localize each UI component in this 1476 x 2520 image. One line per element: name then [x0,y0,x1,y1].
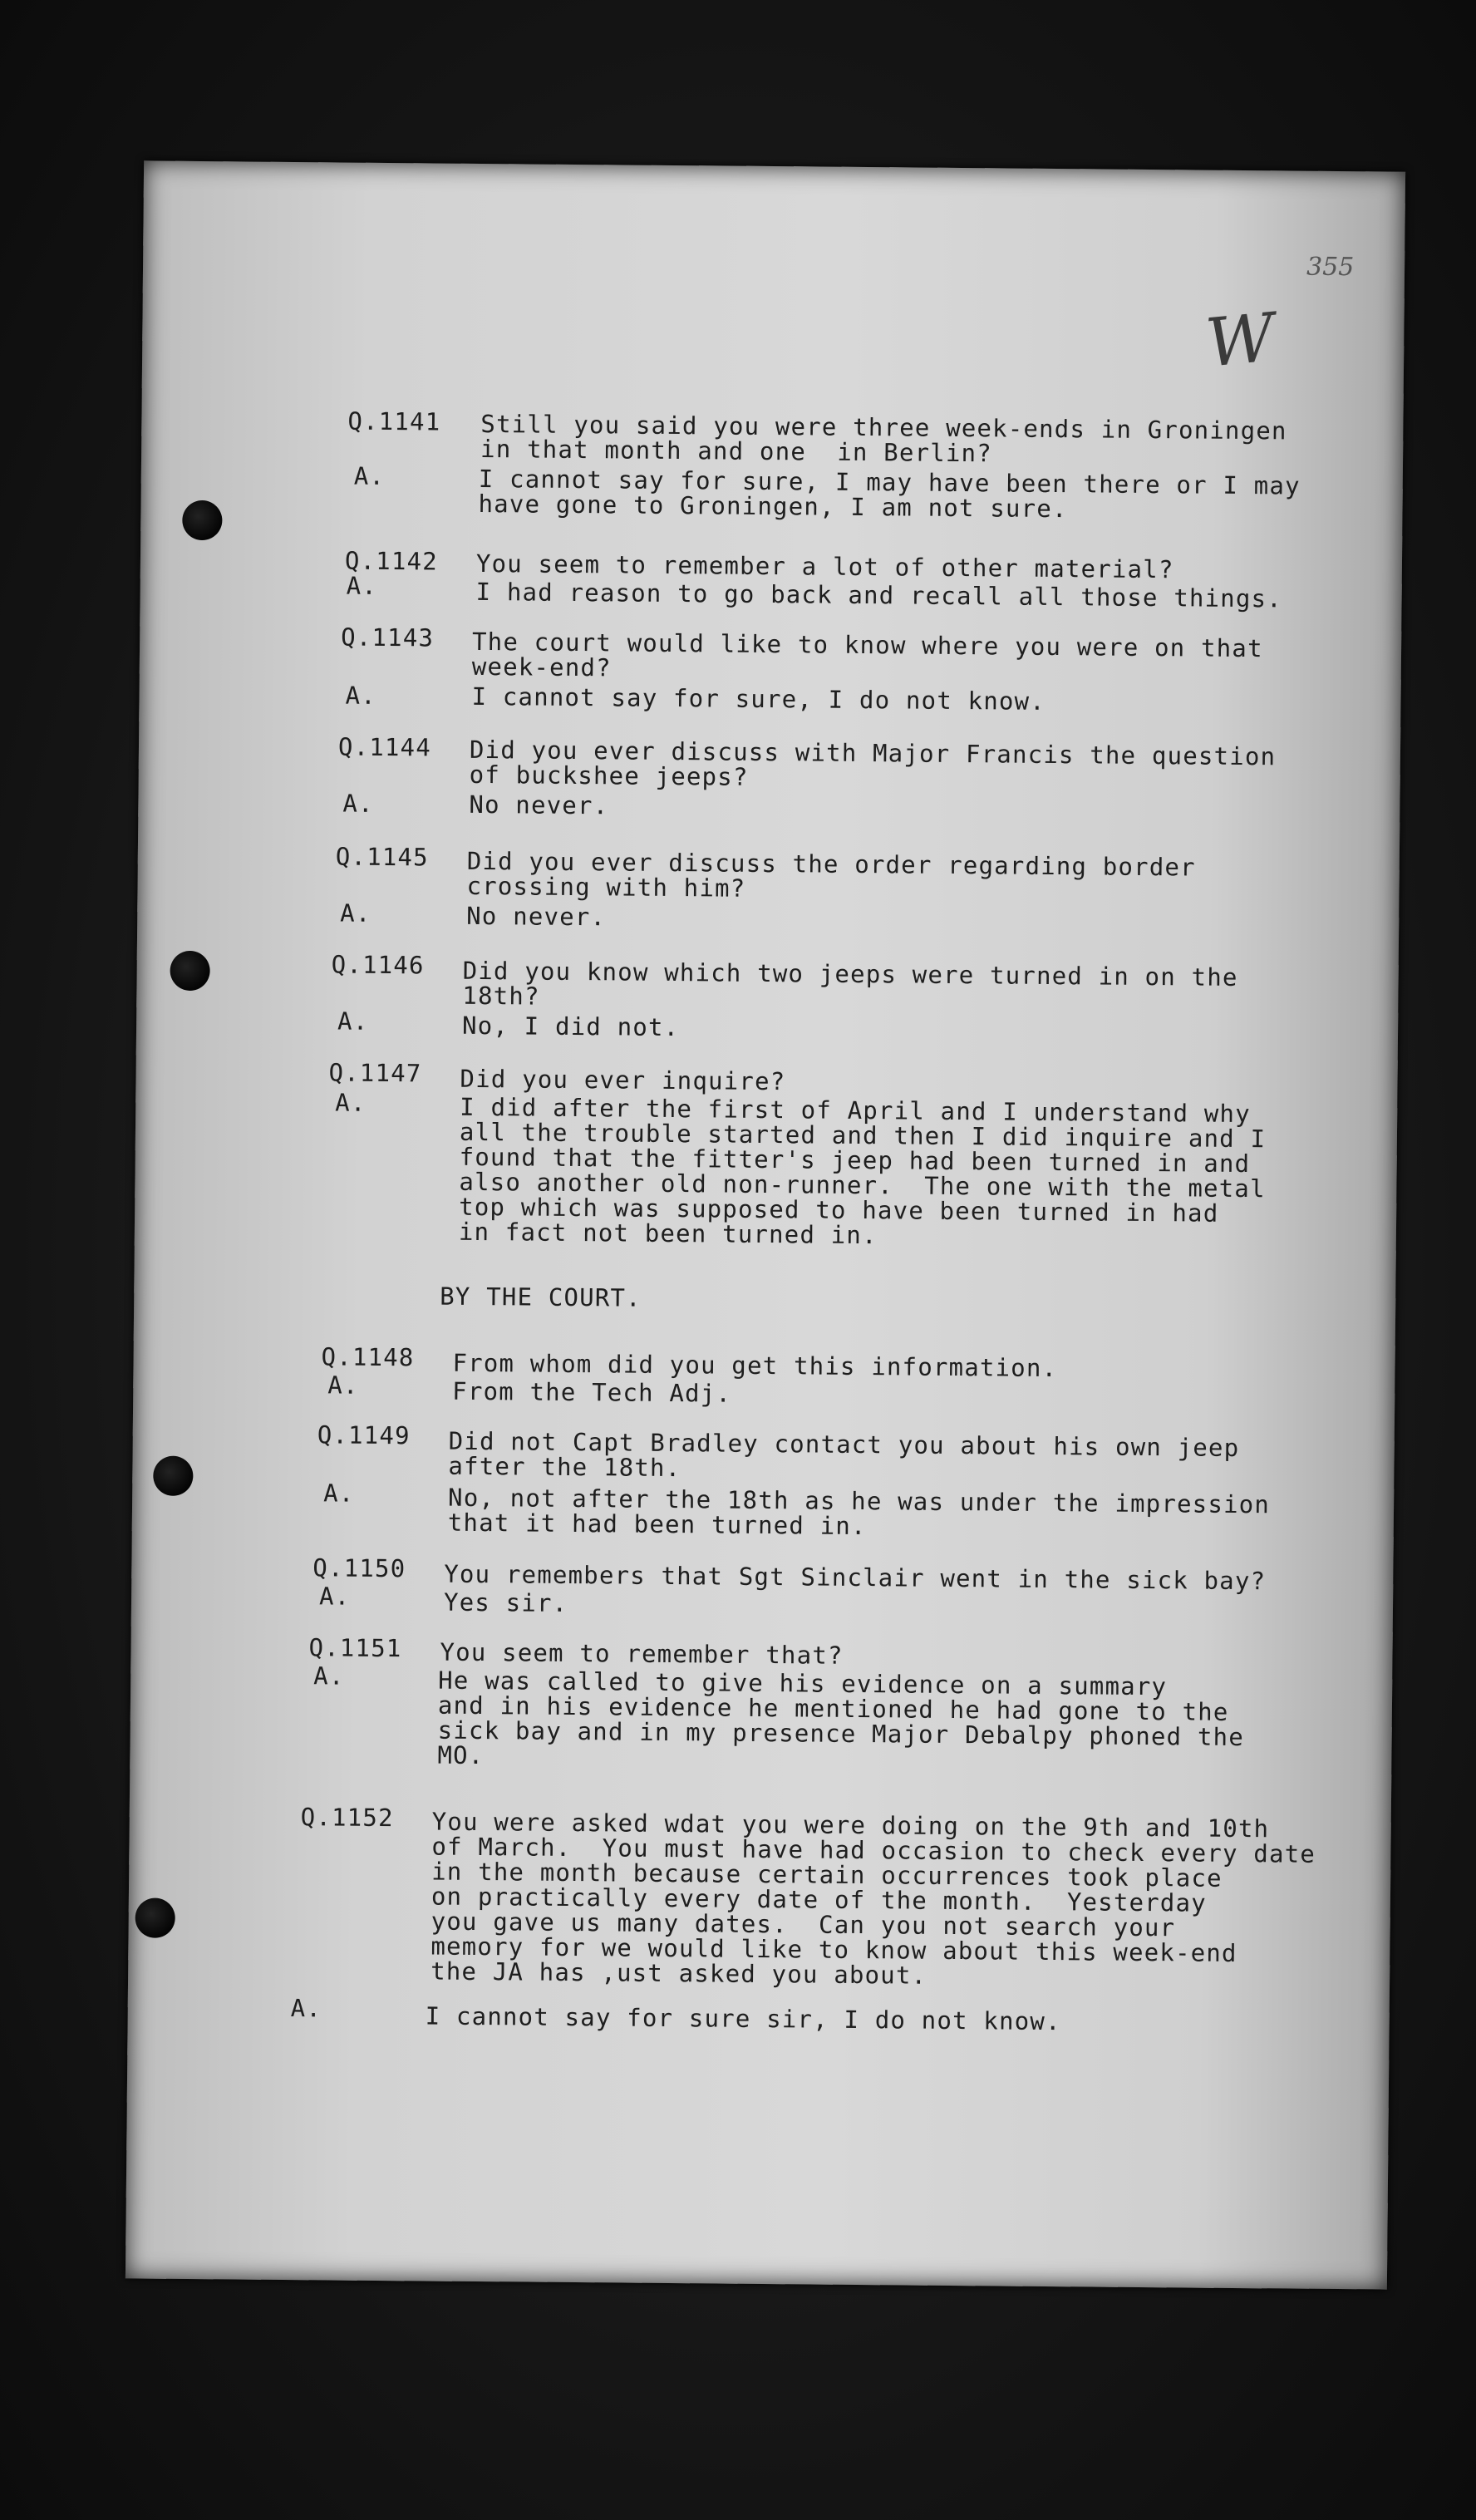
question-number: Q.1146 [331,950,425,980]
answer-marker: A. [323,1479,355,1508]
question-number: Q.1144 [337,732,432,762]
question-number: Q.1147 [328,1058,422,1088]
question-number: Q.1152 [300,1803,394,1833]
question-number: Q.1148 [321,1342,415,1372]
question-number: Q.1151 [308,1633,402,1663]
question-text: You were asked wdat you were doing on the 9th and 10th of March. You must have had occasion to check every date in the month because certain occurrences took place on practically every date of the month. Yesterday you gave us many dates. Can you not search your memory for we would like to know about this week-end the JA has ,ust asked you about. [430,1807,1316,1990]
question-text: You seem to remember a lot of other material? [475,549,1174,584]
answer-text: I cannot say for sure sir, I do not know. [425,2001,1061,2036]
answer-text: Yes sir. [443,1587,568,1617]
question-number: Q.1143 [341,623,435,652]
answer-marker: A. [313,1661,345,1691]
question-text: Did you ever discuss the order regarding border crossing with him? [466,846,1196,903]
question-number: Q.1149 [317,1420,411,1450]
question-number: Q.1141 [347,406,441,436]
answer-text: No never. [466,901,607,932]
answer-text: No never. [469,790,609,820]
answer-text: I cannot say for sure, I do not know. [471,682,1046,716]
handwritten-initials: W [1203,298,1278,382]
question-number: Q.1150 [312,1553,406,1583]
question-text: The court would like to know where you were on that week-end? [471,627,1263,682]
section-heading: BY THE COURT. [440,1282,642,1312]
answer-marker: A. [290,1994,322,2023]
question-text: Did not Capt Bradley contact you about his own jeep after the 18th. [448,1426,1240,1483]
answer-text: I cannot say for sure, I may have been there or I may have gone to Groningen, I am not sure. [478,464,1301,524]
document-page [125,160,1405,2289]
answer-text: From the Tech Adj. [452,1376,732,1408]
question-text: Did you know which two jeeps were turned in on the 18th? [462,956,1238,1011]
answer-marker: A. [345,681,377,710]
answer-marker: A. [353,461,386,490]
question-text: Still you said you were three week-ends in Groningen in that month and one in Berlin? [480,409,1287,468]
answer-text: I had reason to go back and recall all those things. [475,577,1283,613]
qa-transcript [125,160,1405,2289]
page-number: 355 [1306,252,1355,283]
question-number: Q.1145 [335,842,429,872]
question-text: You seem to remember that? [440,1637,844,1670]
question-text: You remembers that Sgt Sinclair went in the sick bay? [444,1559,1267,1596]
answer-marker: A. [337,1007,369,1036]
answer-marker: A. [342,789,374,818]
question-text: Did you ever inquire? [460,1064,786,1096]
question-text: From whom did you get this information. [452,1348,1058,1383]
answer-marker: A. [327,1371,359,1400]
question-text: Did you ever discuss with Major Francis the question of buckshee jeeps? [469,735,1277,791]
answer-text: No, I did not. [461,1011,680,1042]
question-number: Q.1142 [344,546,439,576]
answer-marker: A. [318,1582,351,1611]
answer-text: I did after the first of April and I understand why all the trouble started and then I did inquire and I found that the fitter's jeep had been turned in and also another old non-runner. The one with the metal top which was supposed to have been turned in had in fact not been turned in. [458,1092,1267,1250]
answer-text: He was called to give his evidence on a summary and in his evidence he mentioned he had gone to the sick bay and in my presence Major Debalpy phoned the MO. [437,1666,1245,1770]
answer-marker: A. [335,1088,367,1117]
answer-marker: A. [346,571,378,600]
answer-text: No, not after the 18th as he was under the impression that it had been turned in. [447,1483,1271,1541]
answer-marker: A. [340,898,371,928]
